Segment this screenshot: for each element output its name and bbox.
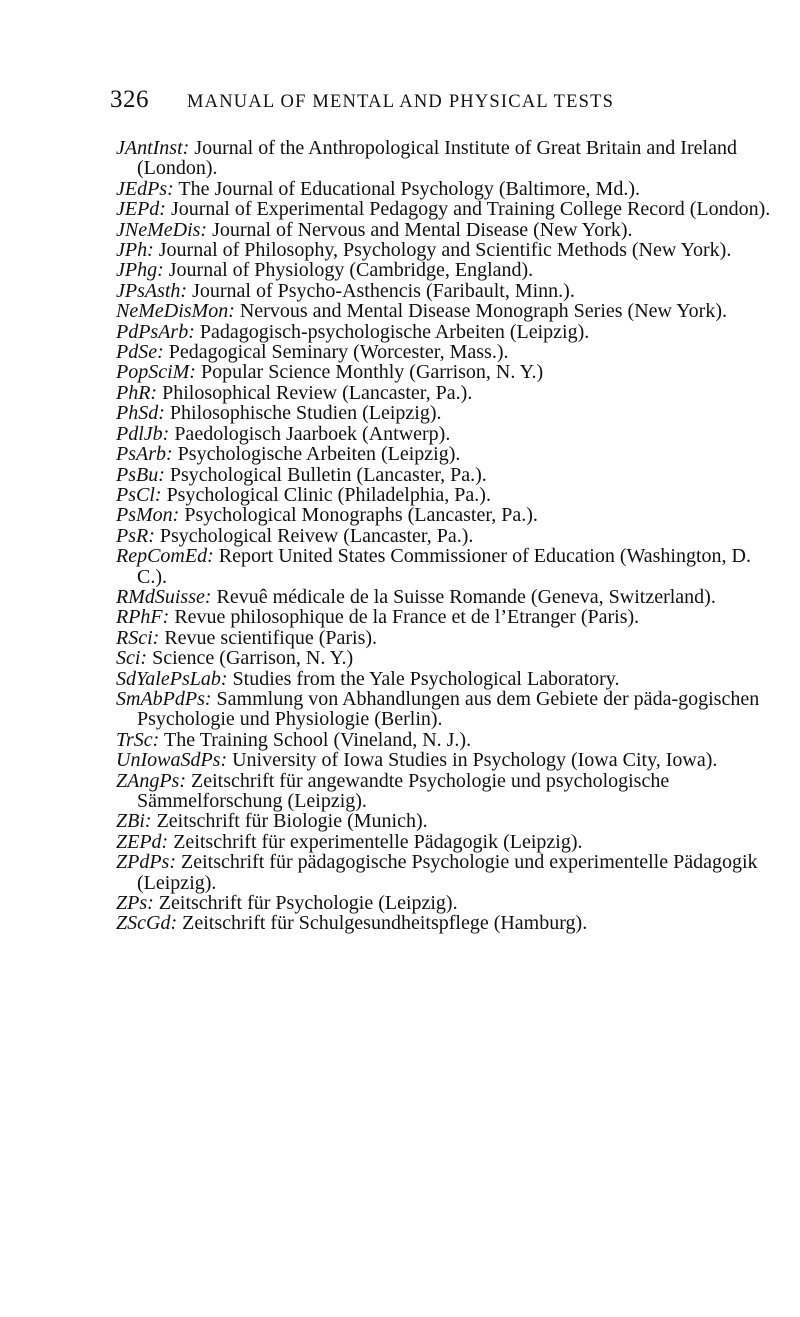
entry-description: Studies from the Yale Psychological Laboratory. [232,667,620,690]
entry-description: Psychological Clinic (Philadelphia, Pa.). [166,483,491,506]
entry-description: Revue philosophique de la France et de l’Etranger (Paris). [174,606,640,629]
entry-abbreviation: ZPs: [116,892,154,915]
entry-description: Journal of Psycho-Asthencis (Faribault, Minn.). [192,279,575,302]
entry-abbreviation: ZBi: [116,810,152,833]
abbreviation-entry [116,342,778,362]
running-title: MANUAL OF MENTAL AND PHYSICAL TESTS [187,92,615,112]
abbreviation-entry [116,220,778,240]
entry-abbreviation: JEPd: [116,198,166,221]
entry-abbreviation: SdYalePsLab: [116,667,228,690]
abbreviation-entry [116,322,778,342]
abbreviation-entry [116,852,778,893]
abbreviation-entry [116,648,778,668]
entry-abbreviation: JNeMeDis: [116,218,208,241]
abbreviation-entry [116,444,778,464]
entry-description: Journal of Experimental Pedagogy and Training College Record (London). [170,198,771,221]
abbreviation-list [116,138,778,934]
entry-description: Journal of Philosophy, Psychology and Scientific Methods (New York). [158,239,732,262]
entry-description: Psychological Bulletin (Lancaster, Pa.). [169,463,487,486]
page-number: 326 [110,86,149,113]
entry-description: Revue scientifique (Paris). [164,626,378,649]
entry-abbreviation: JPh: [116,239,154,262]
abbreviation-entry [116,526,778,546]
entry-description: Philosophische Studien (Leipzig). [169,402,442,425]
entry-description: University of Iowa Studies in Psychology (Iowa City, Iowa). [232,749,718,772]
abbreviation-entry [116,913,778,933]
abbreviation-entry [116,383,778,403]
entry-abbreviation: PopSciM: [116,361,196,384]
abbreviation-entry [116,832,778,852]
entry-description: Paedologisch Jaarboek (Antwerp). [174,422,451,445]
entry-abbreviation: JEdPs: [116,177,174,200]
abbreviation-entry [116,689,778,730]
entry-description: Pedagogical Seminary (Worcester, Mass.). [168,341,509,364]
page-header [110,86,760,114]
entry-abbreviation: SmAbPdPs: [116,687,212,710]
entry-description: Padagogisch-psychologische Arbeiten (Leipzig). [199,320,590,343]
entry-abbreviation: JPsAsth: [116,279,188,302]
entry-description: Nervous and Mental Disease Monograph Series (New York). [239,300,727,323]
entry-abbreviation: PhR: [116,381,158,404]
entry-description: Zeitschrift für pädagogische Psychologie und experimentelle Pädagogik (Leipzig). [137,851,758,894]
entry-abbreviation: RMdSuisse: [116,585,212,608]
entry-description: Report United States Commissioner of Education (Washington, D. C.). [137,545,751,588]
entry-abbreviation: RPhF: [116,606,170,629]
abbreviation-entry [116,485,778,505]
abbreviation-entry [116,750,778,770]
entry-description: Revuê médicale de la Suisse Romande (Geneva, Switzerland). [216,585,716,608]
entry-description: Psychologische Arbeiten (Leipzig). [177,443,461,466]
abbreviation-entry [116,362,778,382]
entry-description: Journal of Nervous and Mental Disease (New York). [212,218,633,241]
entry-description: Journal of Physiology (Cambridge, England). [168,259,534,282]
abbreviation-entry [116,465,778,485]
entry-description: Philosophical Review (Lancaster, Pa.). [162,381,473,404]
entry-description: Zeitschrift für experimentelle Pädagogik (Leipzig). [173,830,583,853]
abbreviation-entry [116,607,778,627]
entry-abbreviation: TrSc: [116,728,160,751]
entry-abbreviation: PsBu: [116,463,165,486]
abbreviation-entry [116,424,778,444]
abbreviation-entry [116,505,778,525]
entry-description: The Journal of Educational Psychology (Baltimore, Md.). [178,177,640,200]
abbreviation-entry [116,893,778,913]
entry-abbreviation: ZEPd: [116,830,169,853]
abbreviation-entry [116,281,778,301]
abbreviation-entry [116,179,778,199]
abbreviation-entry [116,546,778,587]
abbreviation-entry [116,301,778,321]
entry-abbreviation: ZScGd: [116,912,178,935]
abbreviation-entry [116,669,778,689]
entry-abbreviation: PsMon: [116,504,180,527]
entry-abbreviation: PdlJb: [116,422,170,445]
entry-abbreviation: NeMeDisMon: [116,300,235,323]
abbreviation-entry [116,403,778,423]
entry-description: Zeitschrift für Biologie (Munich). [156,810,428,833]
entry-abbreviation: JAntInst: [116,137,190,159]
entry-description: Journal of the Anthropological Institute of Great Britain and Ireland (London). [137,137,737,180]
entry-description: Science (Garrison, N. Y.) [152,647,354,670]
entry-abbreviation: RSci: [116,626,160,649]
entry-abbreviation: PdSe: [116,341,164,364]
abbreviation-entry [116,730,778,750]
entry-abbreviation: PdPsArb: [116,320,195,343]
entry-abbreviation: Sci: [116,647,148,670]
entry-abbreviation: PsR: [116,524,155,547]
abbreviation-entry [116,260,778,280]
entry-description: The Training School (Vineland, N. J.). [163,728,472,751]
entry-description: Psychological Monographs (Lancaster, Pa.). [184,504,538,527]
abbreviation-entry [116,199,778,219]
entry-abbreviation: PhSd: [116,402,165,425]
abbreviation-entry [116,628,778,648]
entry-description: Popular Science Monthly (Garrison, N. Y.) [200,361,544,384]
entry-abbreviation: PsArb: [116,443,173,466]
abbreviation-entry [116,811,778,831]
entry-description: Zeitschrift für angewandte Psychologie und psychologische Sämmelforschung (Leipzig). [137,769,670,812]
entry-abbreviation: UnIowaSdPs: [116,749,228,772]
entry-abbreviation: JPhg: [116,259,164,282]
entry-abbreviation: PsCl: [116,483,162,506]
abbreviation-entry [116,587,778,607]
entry-description: Zeitschrift für Psychologie (Leipzig). [158,892,458,915]
entry-description: Zeitschrift für Schulgesundheitspflege (Hamburg). [182,912,588,935]
entry-description: Sammlung von Abhandlungen aus dem Gebiete der päda-gogischen Psychologie und Physiologie (Berlin). [137,687,760,731]
abbreviation-entry [116,240,778,260]
abbreviation-entry [116,771,778,812]
entry-abbreviation: RepComEd: [116,545,214,568]
entry-description: Psychological Reivew (Lancaster, Pa.). [159,524,474,547]
entry-abbreviation: ZPdPs: [116,851,176,874]
abbreviation-entry [116,138,778,179]
entry-abbreviation: ZAngPs: [116,769,186,792]
